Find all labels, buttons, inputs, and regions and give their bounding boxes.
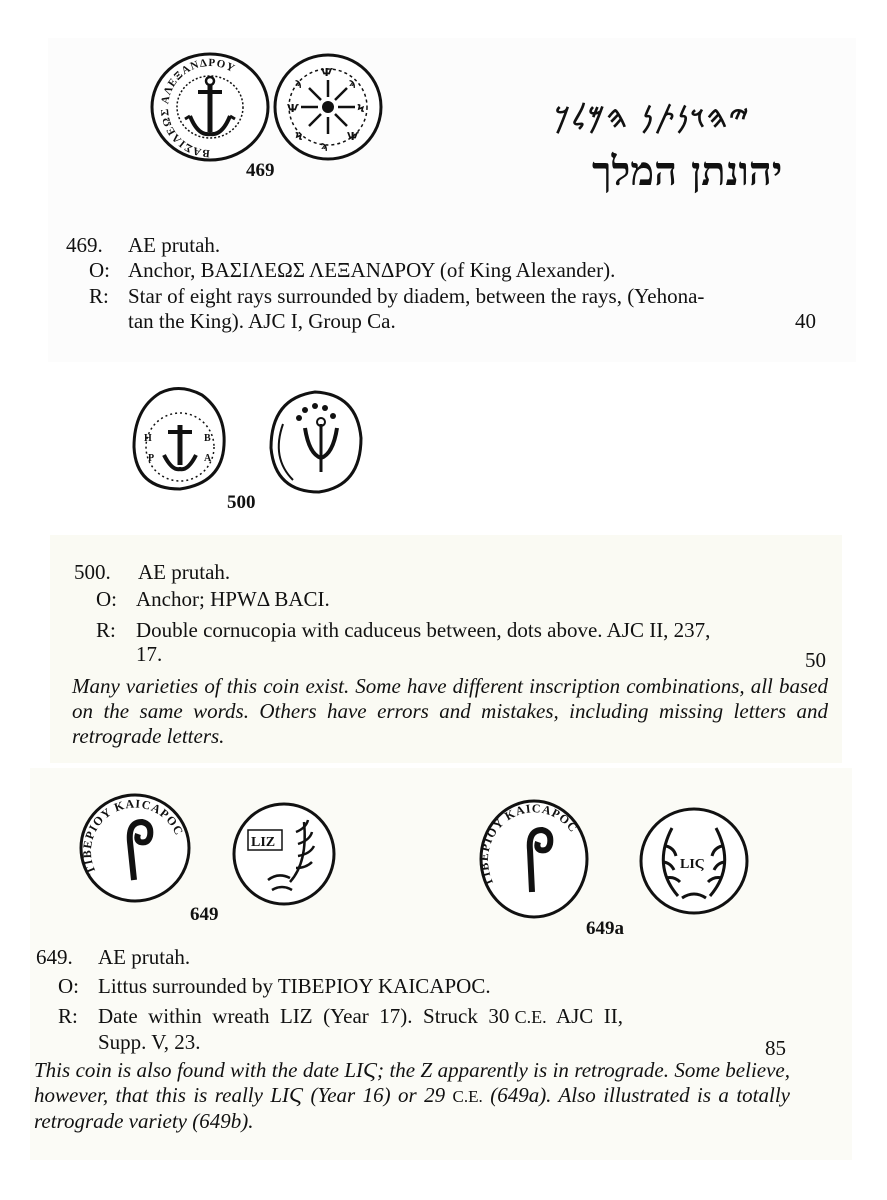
reverse-desc-649-line1 <box>98 1004 623 1029</box>
coin-649a-obverse <box>478 798 590 920</box>
obverse-label-500: O: <box>96 587 117 611</box>
coin-649-reverse <box>232 802 336 906</box>
svg-text:ϡ: ϡ <box>295 76 302 89</box>
hebrew-inscription: יהונתן המלך <box>592 148 783 195</box>
paleo-hebrew-inscription: 𐤉𐤄𐤅𐤍𐤕𐤍 𐤄𐤌𐤋𐤊 <box>555 100 751 135</box>
reverse-label-500: R: <box>96 618 116 642</box>
reverse-desc-469-line2: tan the King). AJC I, Group Ca. <box>128 309 396 333</box>
svg-text:Ѱ: Ѱ <box>287 102 299 115</box>
entry-title-500: AE prutah. <box>138 560 231 584</box>
svg-text:ϡ: ϡ <box>349 76 356 89</box>
svg-text:Ѱ: Ѱ <box>321 66 333 79</box>
note-649 <box>34 1058 790 1134</box>
reverse-desc-649-text-b: AJC II, <box>546 1004 624 1028</box>
svg-text:Ϟ: Ϟ <box>295 130 303 143</box>
obverse-desc-469: Anchor, ΒΑΣΙΛΕΩΣ ΛΕΞΑΝΔΡΟΥ (of King Alexander). <box>128 258 616 282</box>
coin-500-obverse <box>130 385 228 495</box>
price-469: 40 <box>795 309 816 333</box>
entry-number-649: 649. <box>36 945 73 969</box>
reverse-label-469: R: <box>89 284 109 308</box>
obverse-label-469: O: <box>89 258 110 282</box>
entry-number-469: 469. <box>66 233 103 257</box>
reverse-desc-649-line2: Supp. V, 23. <box>98 1030 201 1054</box>
reverse-label-649: R: <box>58 1004 78 1028</box>
coin-caption-500: 500 <box>227 492 256 513</box>
coin-caption-649: 649 <box>190 904 219 925</box>
coin-649a-legend: TIBEPIOY KAICAPOC <box>476 801 581 889</box>
coin-649a-date: LIϚ <box>680 857 705 872</box>
coin-500-reverse <box>265 388 365 496</box>
svg-text:B: B <box>204 433 211 444</box>
entry-title-469: AE prutah. <box>128 233 221 257</box>
coin-649-obverse <box>78 792 192 904</box>
entry-title-649: AE prutah. <box>98 945 191 969</box>
svg-text:P: P <box>148 453 155 464</box>
svg-text:Ѱ: Ѱ <box>347 130 359 143</box>
svg-text:Ϟ: Ϟ <box>357 102 365 115</box>
reverse-desc-649-text-a: Date within wreath LIZ (Year 17). Struck 30 <box>98 1004 515 1028</box>
svg-text:A: A <box>204 453 212 464</box>
obverse-desc-649: Littus surrounded by TIBEPIOY KAICAPOC. <box>98 974 491 998</box>
reverse-desc-500-line1: Double cornucopia with caduceus between, dots above. AJC II, 237, <box>136 618 711 642</box>
note-649-era: C.E. <box>452 1087 483 1106</box>
price-649: 85 <box>765 1036 786 1060</box>
coin-649-legend: TIBEPIOY KAICAPOC <box>79 796 187 877</box>
note-649-text-b: (649a). Also illustrated is a totally retrograde variety (649b). <box>34 1083 790 1133</box>
coin-469-reverse <box>273 52 383 162</box>
obverse-label-649: O: <box>58 974 79 998</box>
svg-text:ϡ: ϡ <box>321 139 328 152</box>
note-500: Many varieties of this coin exist. Some have different inscription combinations, all based on the same words. Others have errors and mistakes, including missing letters and retrograde letters. <box>72 674 828 748</box>
reverse-desc-500-line2: 17. <box>136 642 163 666</box>
entry-number-500: 500. <box>74 560 111 584</box>
coin-caption-649a: 649a <box>586 918 624 939</box>
reverse-desc-469-line1: Star of eight rays surrounded by diadem, between the rays, (Yehona- <box>128 284 705 308</box>
price-500: 50 <box>805 648 826 672</box>
coin-caption-469: 469 <box>246 160 275 181</box>
coin-649a-reverse <box>638 806 750 916</box>
coin-469-legend: ΒΑΣΙΛΕΩΣ ΑΛΕΞΑΝΔΡΟΥ <box>158 56 238 160</box>
coin-649-date: LIZ <box>251 835 276 850</box>
coin-469-obverse <box>148 50 273 165</box>
note-649-text-a: This coin is also found with the date LIϚ; the Z apparently is in retrograde. Some believe, however, that this is really LIϚ (Year 16) or 29 <box>34 1058 790 1107</box>
svg-text:H: H <box>144 433 152 444</box>
reverse-desc-649-era: C.E. <box>514 1007 547 1027</box>
obverse-desc-500: Anchor; HPWΔ BACI. <box>136 587 330 611</box>
